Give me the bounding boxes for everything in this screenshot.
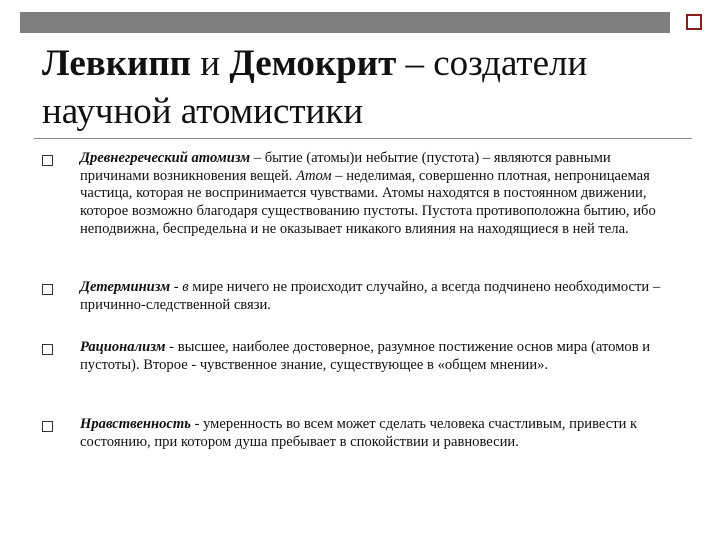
- title-demokrit: Демокрит: [229, 43, 397, 84]
- item-body-b: мире ничего не происходит случайно, а всегда подчинено необходимости – причинно-следственной связи.: [80, 279, 661, 313]
- item-text: [80, 279, 680, 314]
- item-atom-word: Атом: [296, 167, 332, 184]
- item-body-a: – бытие (атомы)и небытие (пустота) – являются равными причинами возникновения вещей.: [80, 150, 611, 184]
- item-text: [80, 150, 680, 239]
- bullet-square-icon: [42, 344, 53, 355]
- title-and: и: [191, 43, 230, 84]
- item-text: [80, 416, 680, 451]
- item-term: Древнегреческий атомизм: [80, 150, 251, 166]
- bullet-square-icon: [42, 421, 53, 432]
- item-v-word: в: [182, 279, 189, 295]
- title-divider: [34, 138, 692, 139]
- item-text: [80, 339, 680, 374]
- bullet-square-icon: [42, 284, 53, 295]
- top-decor-bar: [20, 12, 670, 33]
- bullet-square-icon: [42, 155, 53, 166]
- item-term: Детерминизм: [80, 279, 171, 295]
- slide-title: [42, 40, 702, 136]
- item-body-b: – неделимая, совершенно плотная, непроницаемая частица, которая не воспринимается чувствами. Атомы находятся в постоянном движении, которое возможно благодаря существованию пустоты. Пустота противоположна бытию, ибо неподвижна, беспредельна и не оказывает никакого влияния на находящиеся в ней тела.: [80, 167, 656, 237]
- item-body-a: - высшее, наиболее достоверное, разумное постижение основ мира (атомов и пустоты). Второе - чувственное знание, существующее в «общем мнении».: [80, 339, 651, 373]
- item-term: Рационализм: [80, 339, 166, 355]
- item-body-a: - умеренность во всем может сделать человека счастливым, привести к состоянию, при котором душа пребывает в спокойствии и равновесии.: [80, 416, 638, 450]
- corner-square-decor: [686, 14, 702, 30]
- title-levkipp: Левкипп: [42, 43, 191, 84]
- title-rest: – создатели научной атомистики: [42, 43, 588, 132]
- item-term: Нравственность: [80, 416, 191, 432]
- item-body-a: -: [170, 279, 183, 295]
